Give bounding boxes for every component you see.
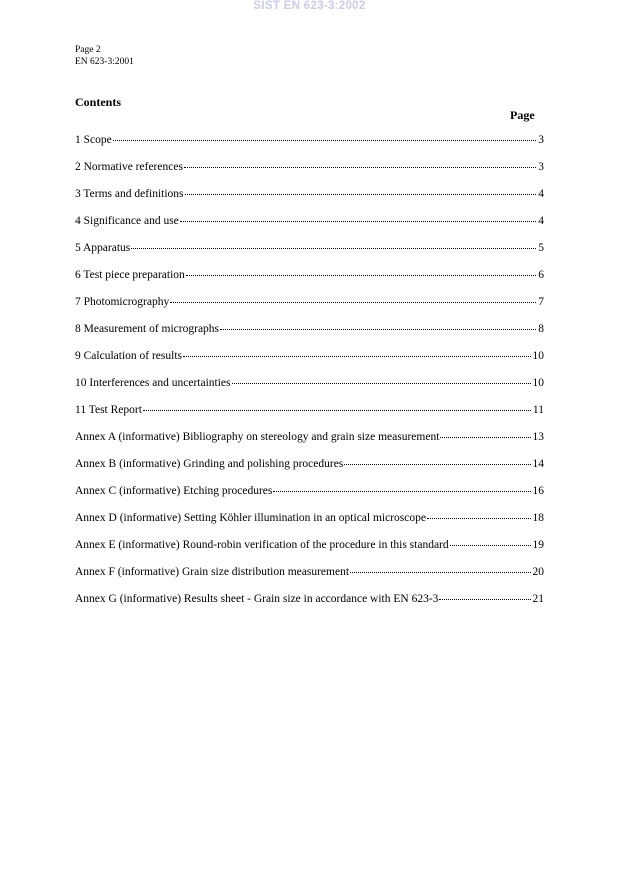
toc-entry-page-number: 5 — [538, 242, 544, 254]
toc-entry[interactable] — [75, 539, 544, 566]
contents-heading: Contents — [75, 95, 122, 109]
dot-leader — [180, 221, 536, 222]
toc-entry-page-number: 10 — [532, 377, 544, 389]
toc-entry-title: Annex A (informative) Bibliography on stereology and grain size measurement — [75, 431, 440, 443]
toc-entry[interactable] — [75, 404, 544, 431]
dot-leader — [427, 518, 531, 519]
toc-entry[interactable] — [75, 431, 544, 458]
page-header — [75, 45, 134, 68]
toc-entry-page-number: 4 — [538, 188, 544, 200]
dot-leader — [439, 599, 530, 600]
toc-entry[interactable] — [75, 134, 544, 161]
toc-entry[interactable] — [75, 161, 544, 188]
toc-entry[interactable] — [75, 458, 544, 485]
toc-entry-title: 5 Apparatus — [75, 242, 131, 254]
toc-entry-title: 6 Test piece preparation — [75, 269, 185, 281]
toc-entry-title: 1 Scope — [75, 134, 112, 146]
toc-entry-title: Annex E (informative) Round-robin verification of the procedure in this standard — [75, 539, 449, 551]
toc-entry[interactable] — [75, 566, 544, 593]
toc-entry-title: 10 Interferences and uncertainties — [75, 377, 231, 389]
toc-entry-title: Annex D (informative) Setting Köhler illumination in an optical microscope — [75, 512, 426, 524]
toc-entry-page-number: 7 — [538, 296, 544, 308]
dot-leader — [186, 275, 536, 276]
toc-entry[interactable] — [75, 485, 544, 512]
dot-leader — [350, 572, 530, 573]
toc-entry-page-number: 3 — [538, 161, 544, 173]
toc-entry-page-number: 20 — [532, 566, 544, 578]
toc-entry-page-number: 19 — [532, 539, 544, 551]
page-column-heading: Page — [510, 108, 535, 122]
toc-entry[interactable] — [75, 296, 544, 323]
dot-leader — [220, 329, 536, 330]
page-number-label: Page 2 — [75, 45, 101, 55]
dot-leader — [131, 248, 536, 249]
standard-number: EN 623-3:2001 — [75, 56, 134, 67]
toc-entry-page-number: 16 — [532, 485, 544, 497]
toc-entry-title: Annex G (informative) Results sheet - Grain size in accordance with EN 623-3 — [75, 593, 439, 605]
dot-leader — [143, 410, 531, 411]
dot-leader — [232, 383, 531, 384]
toc-entry[interactable] — [75, 269, 544, 296]
toc-entry-page-number: 4 — [538, 215, 544, 227]
dot-leader — [185, 194, 537, 195]
toc-entry[interactable] — [75, 350, 544, 377]
dot-leader — [450, 545, 531, 546]
toc-entry-title: Annex F (informative) Grain size distribution measurement — [75, 566, 350, 578]
toc-entry[interactable] — [75, 593, 544, 620]
toc-entry-page-number: 3 — [538, 134, 544, 146]
toc-entry[interactable] — [75, 188, 544, 215]
toc-entry-page-number: 14 — [532, 458, 544, 470]
toc-entry-title: 11 Test Report — [75, 404, 142, 416]
toc-entry[interactable] — [75, 512, 544, 539]
toc-entry-title: 4 Significance and use — [75, 215, 179, 227]
toc-entry-page-number: 13 — [532, 431, 544, 443]
dot-leader — [273, 491, 530, 492]
toc-entry-title: 7 Photomicrography — [75, 296, 170, 308]
dot-leader — [344, 464, 530, 465]
toc-entry[interactable] — [75, 242, 544, 269]
dot-leader — [113, 140, 537, 141]
toc-entry-title: 9 Calculation of results — [75, 350, 182, 362]
toc-entry-page-number: 6 — [538, 269, 544, 281]
toc-entry-title: 3 Terms and definitions — [75, 188, 184, 200]
dot-leader — [184, 167, 536, 168]
toc-entry-title: 2 Normative references — [75, 161, 183, 173]
toc-entry-title: Annex B (informative) Grinding and polishing procedures — [75, 458, 344, 470]
dot-leader — [183, 356, 531, 357]
toc-entry-page-number: 8 — [538, 323, 544, 335]
toc-entry-page-number: 10 — [532, 350, 544, 362]
dot-leader — [440, 437, 530, 438]
toc-entry-title: Annex C (informative) Etching procedures — [75, 485, 273, 497]
toc-entry-page-number: 18 — [532, 512, 544, 524]
table-of-contents — [75, 134, 544, 620]
dot-leader — [170, 302, 536, 303]
toc-entry-page-number: 21 — [532, 593, 544, 605]
toc-entry[interactable] — [75, 323, 544, 350]
toc-entry[interactable] — [75, 377, 544, 404]
toc-entry-title: 8 Measurement of micrographs — [75, 323, 220, 335]
toc-entry-page-number: 11 — [532, 404, 544, 416]
toc-entry[interactable] — [75, 215, 544, 242]
document-watermark: SIST EN 623-3:2002 — [253, 0, 366, 12]
